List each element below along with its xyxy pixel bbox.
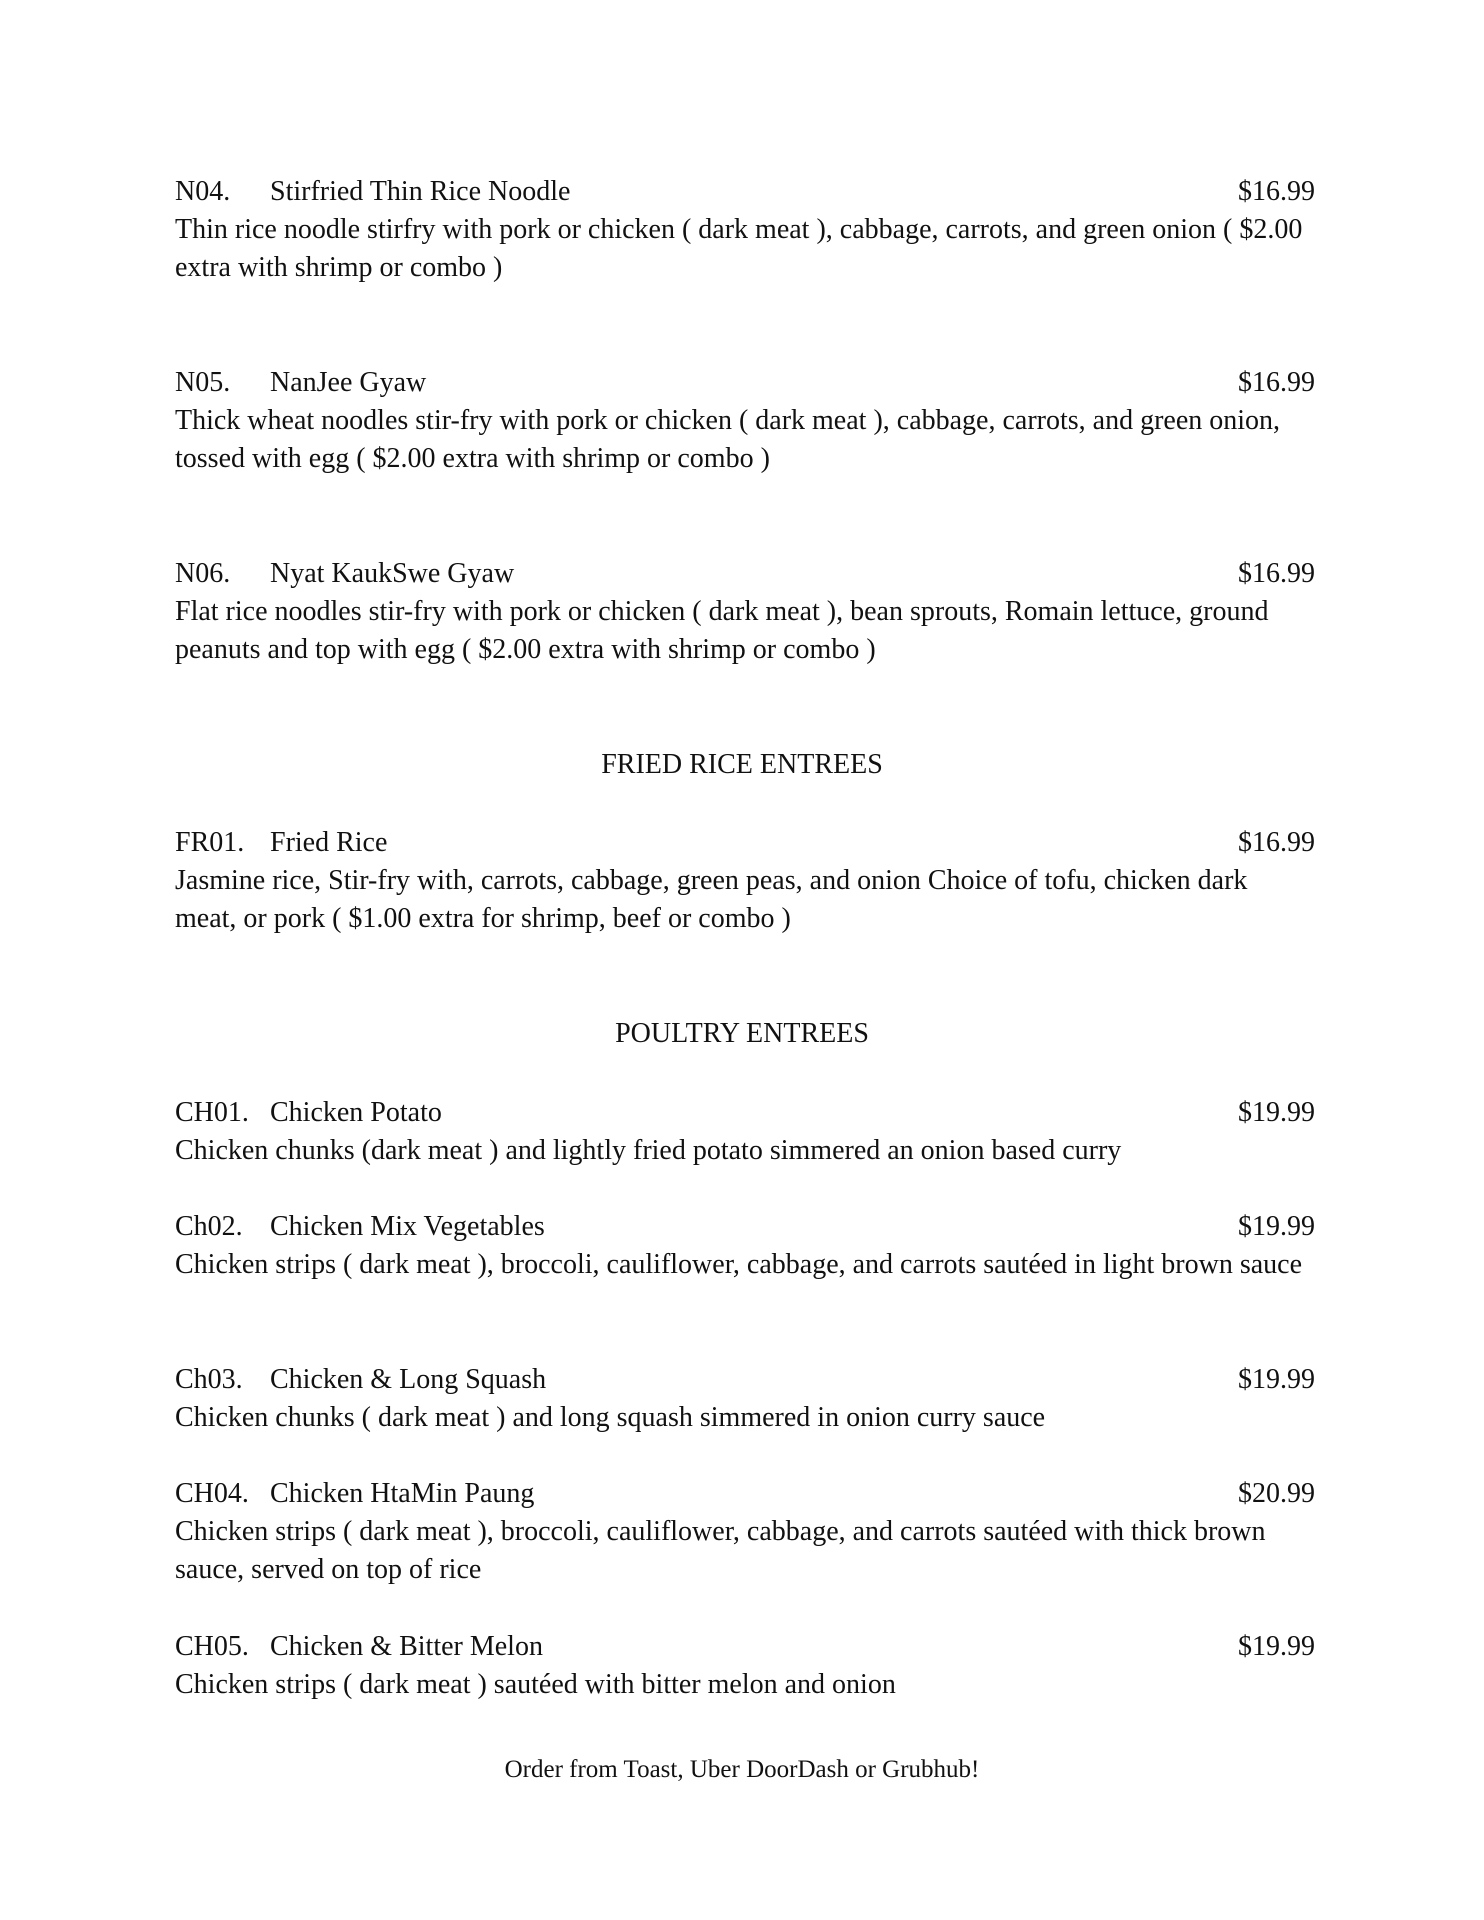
menu-item-n05 xyxy=(175,364,1315,478)
item-price: $16.99 xyxy=(1238,558,1315,589)
menu-item-header xyxy=(175,1628,1315,1666)
item-name: Chicken Potato xyxy=(270,1097,442,1128)
item-code: CH01. xyxy=(175,1097,249,1128)
menu-item-n06 xyxy=(175,555,1315,669)
item-name: Stirfried Thin Rice Noodle xyxy=(270,176,571,207)
order-footer-note: Order from Toast, Uber DoorDash or Grubhub! xyxy=(504,1756,980,1783)
item-description: Thin rice noodle stirfry with pork or chicken ( dark meat ), cabbage, carrots, and green onion ( $2.00 extra with shrimp or combo ) xyxy=(175,214,1303,283)
menu-item-ch02 xyxy=(175,1208,1315,1284)
item-code: Ch03. xyxy=(175,1364,243,1395)
item-code: CH04. xyxy=(175,1478,249,1509)
item-name: Chicken Mix Vegetables xyxy=(270,1211,545,1242)
item-price: $19.99 xyxy=(1238,1097,1315,1128)
section-title-fried-rice: FRIED RICE ENTREES xyxy=(601,749,883,780)
item-price: $16.99 xyxy=(1238,367,1315,398)
item-price: $19.99 xyxy=(1238,1364,1315,1395)
item-description: Chicken strips ( dark meat ), broccoli, cauliflower, cabbage, and carrots sautéed in light brown sauce xyxy=(175,1249,1303,1280)
menu-item-fr01 xyxy=(175,824,1315,938)
menu-item-header xyxy=(175,1208,1315,1246)
menu-item-header xyxy=(175,1094,1315,1132)
item-code: CH05. xyxy=(175,1631,249,1662)
item-name: Chicken & Long Squash xyxy=(270,1364,547,1395)
menu-item-header xyxy=(175,1475,1315,1513)
item-description: Chicken chunks (dark meat ) and lightly fried potato simmered an onion based curry xyxy=(175,1135,1122,1166)
item-price: $19.99 xyxy=(1238,1211,1315,1242)
item-code: Ch02. xyxy=(175,1211,243,1242)
menu-item-header xyxy=(175,1361,1315,1399)
item-description: Chicken strips ( dark meat ), broccoli, cauliflower, cabbage, and carrots sautéed with thick brown sauce, served on top of rice xyxy=(175,1516,1266,1585)
item-code: N04. xyxy=(175,176,231,207)
item-description: Jasmine rice, Stir-fry with, carrots, cabbage, green peas, and onion Choice of tofu, chicken dark meat, or pork ( $1.00 extra for shrimp, beef or combo ) xyxy=(175,865,1248,934)
menu-item-ch05 xyxy=(175,1628,1315,1704)
item-name: Chicken & Bitter Melon xyxy=(270,1631,543,1662)
item-name: NanJee Gyaw xyxy=(270,367,427,398)
menu-item-header xyxy=(175,173,1315,211)
menu-item-header xyxy=(175,824,1315,862)
item-price: $20.99 xyxy=(1238,1478,1315,1509)
item-description: Chicken chunks ( dark meat ) and long squash simmered in onion curry sauce xyxy=(175,1402,1046,1433)
section-title-poultry: POULTRY ENTREES xyxy=(615,1018,869,1049)
item-name: Nyat KaukSwe Gyaw xyxy=(270,558,515,589)
item-description: Flat rice noodles stir-fry with pork or chicken ( dark meat ), bean sprouts, Romain lettuce, ground peanuts and top with egg ( $2.00 extra with shrimp or combo ) xyxy=(175,596,1269,665)
item-description: Thick wheat noodles stir-fry with pork or chicken ( dark meat ), cabbage, carrots, and green onion, tossed with egg ( $2.00 extra with shrimp or combo ) xyxy=(175,405,1281,474)
item-code: N05. xyxy=(175,367,231,398)
menu-item-header xyxy=(175,364,1315,402)
menu-item-n04 xyxy=(175,173,1315,287)
item-price: $16.99 xyxy=(1238,176,1315,207)
item-name: Fried Rice xyxy=(270,827,388,858)
menu-item-ch01 xyxy=(175,1094,1315,1170)
item-code: FR01. xyxy=(175,827,245,858)
item-code: N06. xyxy=(175,558,231,589)
item-name: Chicken HtaMin Paung xyxy=(270,1478,535,1509)
menu-item-ch03 xyxy=(175,1361,1315,1437)
menu-item-header xyxy=(175,555,1315,593)
menu-item-ch04 xyxy=(175,1475,1315,1589)
item-description: Chicken strips ( dark meat ) sautéed with bitter melon and onion xyxy=(175,1669,896,1700)
item-price: $16.99 xyxy=(1238,827,1315,858)
item-price: $19.99 xyxy=(1238,1631,1315,1662)
